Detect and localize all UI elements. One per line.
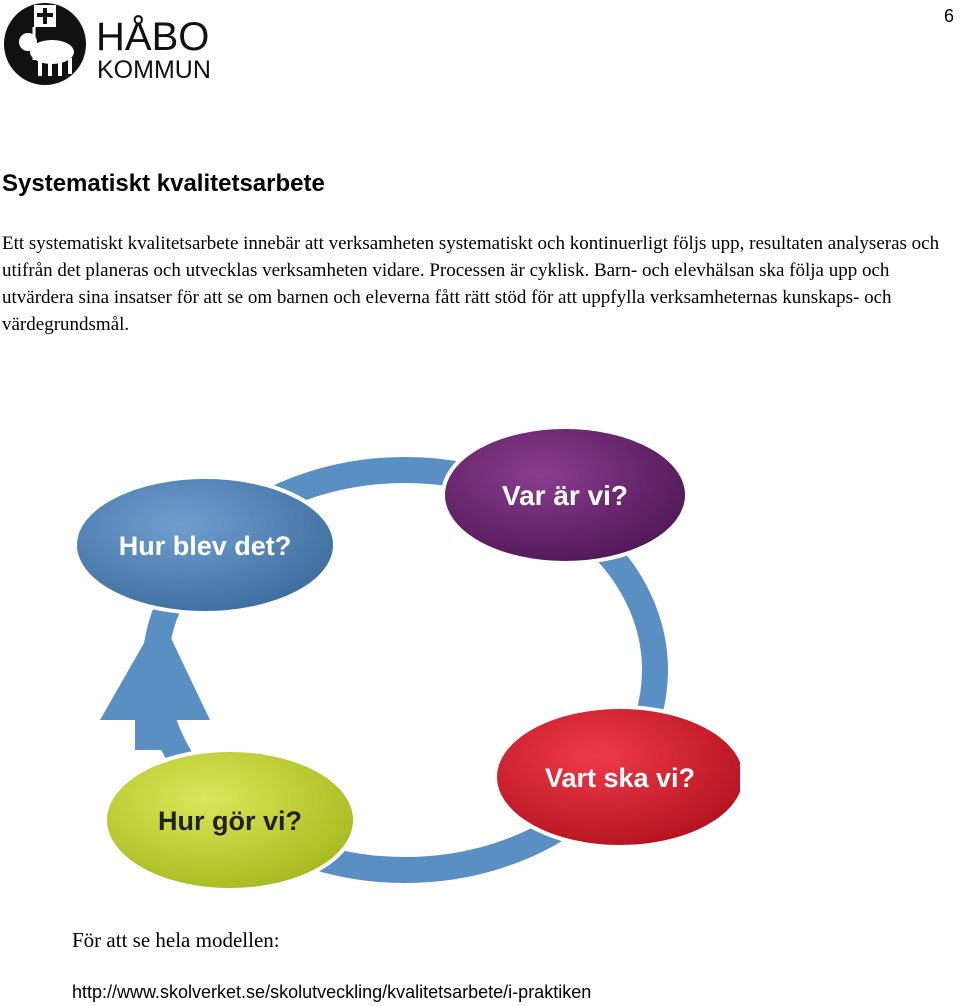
step-hur-blev-det [75, 477, 335, 613]
step-hur-gor-vi [105, 750, 355, 890]
lamb-with-cross-banner-icon [4, 3, 86, 85]
step-label-vart-ska-vi: Vart ska vi? [544, 763, 696, 793]
logo-line-1: HÅBO [96, 15, 210, 59]
intro-paragraph: Ett systematiskt kvalitetsarbete innebär att verksamheten systematiskt och kontinuerligt följs upp, resultaten analyseras och utifrån det planeras och utvecklas verksamheten vidare. Processen är cyklisk. Barn- och elevhälsan ska följa upp och utvärdera sina insatser för att se om barnen och eleverna fått rätt stöd för att uppfylla verksamheternas kunskaps- och värdegrundsmål. [2, 233, 940, 335]
step-vart-ska-vi [495, 707, 740, 847]
step-label-var-ar-vi: Var är vi? [501, 480, 629, 511]
model-caption: För att se hela modellen: [72, 928, 280, 952]
page-number: 6 [943, 6, 954, 26]
page-title: Systematiskt kvalitetsarbete [2, 170, 325, 197]
logo-line-2: KOMMUN [97, 56, 211, 84]
cycle-arrow [100, 615, 210, 750]
model-link[interactable]: http://www.skolverket.se/skolutveckling/kvalitetsarbete/i-praktiken [72, 982, 592, 1002]
step-var-ar-vi [443, 427, 687, 563]
habo-kommun-logo [0, 0, 240, 90]
step-label-hur-gor-vi: Hur gör vi? [157, 806, 303, 836]
step-label-hur-blev-det: Hur blev det? [118, 531, 292, 561]
quality-cycle-diagram [60, 420, 740, 900]
